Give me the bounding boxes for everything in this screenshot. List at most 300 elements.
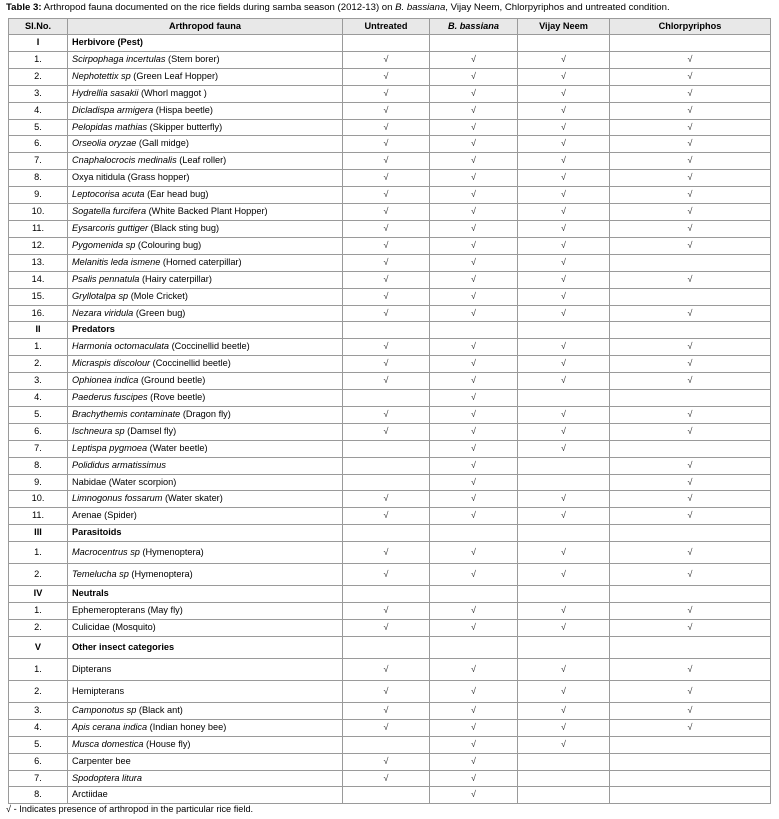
table-row [9,356,771,373]
common-name: Arenae (Spider) [72,510,137,521]
presence-cell: √ [610,620,771,637]
empty-cell [518,525,610,542]
common-name: (Black ant) [136,704,183,715]
sl-no-cell: 2. [9,620,68,637]
sl-no-cell: 2. [9,68,68,85]
presence-cell: √ [610,170,771,187]
fauna-cell [68,787,343,804]
presence-cell: √ [343,136,430,153]
fauna-cell [68,406,343,423]
presence-cell: √ [610,187,771,204]
sl-no-cell: 14. [9,271,68,288]
presence-cell [343,787,430,804]
common-name: (Skipper butterfly) [147,121,223,132]
table-row [9,423,771,440]
presence-cell: √ [430,603,518,620]
presence-cell: √ [430,457,518,474]
table-row [9,736,771,753]
presence-cell: √ [610,220,771,237]
arthropod-table [8,18,771,804]
section-title: Parasitoids [68,525,343,542]
table-row [9,603,771,620]
common-name: (Black sting bug) [148,222,220,233]
scientific-name: Micraspis discolour [72,358,151,369]
table-row [9,719,771,736]
presence-cell: √ [518,153,610,170]
presence-cell: √ [518,305,610,322]
scientific-name: Pelopidas mathias [72,121,148,132]
sl-no-cell: II [9,322,68,339]
scientific-name: Orseolia oryzae [72,138,137,149]
presence-cell: √ [343,237,430,254]
common-name: (Leaf roller) [176,155,227,166]
table-row [9,620,771,637]
presence-cell: √ [430,542,518,564]
common-name: (Dragon fly) [180,408,231,419]
presence-cell: √ [430,373,518,390]
presence-cell: √ [518,102,610,119]
presence-cell [343,474,430,491]
presence-cell: √ [610,153,771,170]
presence-cell: √ [610,423,771,440]
presence-cell: √ [343,85,430,102]
table-row [9,204,771,221]
presence-cell: √ [610,474,771,491]
presence-cell: √ [610,457,771,474]
table-row [9,564,771,586]
sl-no-cell: 15. [9,288,68,305]
section-row [9,35,771,52]
common-name: Ephemeropterans (May fly) [72,605,183,616]
presence-cell: √ [343,271,430,288]
presence-cell [518,390,610,407]
fauna-cell [68,271,343,288]
presence-cell: √ [610,406,771,423]
common-name: (Horned caterpillar) [160,256,242,267]
presence-cell: √ [430,440,518,457]
table-row [9,254,771,271]
sl-no-cell: IV [9,586,68,603]
empty-cell [610,35,771,52]
table-row [9,373,771,390]
presence-cell: √ [343,702,430,719]
presence-cell: √ [430,339,518,356]
fauna-cell [68,508,343,525]
scientific-name: Macrocentrus sp [72,547,140,558]
common-name: (Indian honey bee) [147,721,227,732]
presence-cell: √ [518,406,610,423]
common-name: Culicidae (Mosquito) [72,622,156,632]
presence-cell: √ [518,85,610,102]
presence-cell: √ [518,564,610,586]
presence-cell: √ [518,187,610,204]
table-header-row [9,19,771,35]
empty-cell [518,636,610,658]
presence-cell: √ [343,68,430,85]
common-name: Nabidae (Water scorpion) [72,476,177,487]
presence-cell: √ [610,136,771,153]
fauna-cell [68,542,343,564]
presence-cell: √ [518,119,610,136]
sl-no-cell: 1. [9,603,68,620]
presence-cell: √ [518,440,610,457]
fauna-cell [68,770,343,787]
empty-cell [430,586,518,603]
scientific-name: Spodoptera litura [72,772,142,783]
presence-cell: √ [518,658,610,680]
presence-cell: √ [430,237,518,254]
fauna-cell [68,170,343,187]
presence-cell: √ [610,508,771,525]
presence-cell: √ [518,237,610,254]
header-sl-no: Sl.No. [9,19,68,35]
empty-cell [610,636,771,658]
sl-no-cell: 2. [9,564,68,586]
scientific-name: Melanitis leda ismene [72,256,161,267]
table-row [9,136,771,153]
table-row [9,440,771,457]
presence-cell: √ [518,542,610,564]
presence-cell [518,457,610,474]
sl-no-cell: 2. [9,680,68,702]
common-name: (White Backed Plant Hopper) [146,206,268,217]
presence-cell: √ [518,603,610,620]
presence-cell: √ [610,51,771,68]
presence-cell: √ [610,603,771,620]
sl-no-cell: 11. [9,508,68,525]
empty-cell [610,525,771,542]
presence-cell: √ [343,288,430,305]
table-body [9,35,771,804]
presence-cell [610,390,771,407]
presence-cell: √ [610,204,771,221]
presence-cell: √ [430,390,518,407]
common-name: (Hairy caterpillar) [139,273,212,284]
fauna-cell [68,187,343,204]
table-row [9,474,771,491]
scientific-name: Ischneura sp [72,425,125,436]
presence-cell [610,787,771,804]
sl-no-cell: 1. [9,339,68,356]
table-row [9,680,771,702]
header-vijay-neem: Vijay Neem [518,19,610,35]
presence-cell: √ [430,119,518,136]
scientific-name: Brachythemis contaminate [72,408,181,419]
presence-cell [518,770,610,787]
presence-cell: √ [518,491,610,508]
scientific-name: Apis cerana indica [72,721,148,732]
sl-no-cell: 3. [9,373,68,390]
presence-cell: √ [430,620,518,637]
fauna-cell [68,68,343,85]
presence-cell: √ [518,204,610,221]
scientific-name: Nezara viridula [72,307,134,318]
presence-cell: √ [343,339,430,356]
presence-cell: √ [610,85,771,102]
header-b-bassiana: B. bassiana [430,19,518,35]
common-name: Oxya nitidula (Grass hopper) [72,172,190,183]
common-name: (Hymenoptera) [139,547,204,558]
caption-prefix: Table 3: [6,2,42,13]
presence-cell [610,753,771,770]
presence-cell: √ [430,288,518,305]
common-name: (Stem borer) [165,53,220,64]
presence-cell: √ [343,102,430,119]
empty-cell [610,322,771,339]
sl-no-cell: 7. [9,440,68,457]
scientific-name: Gryllotalpa sp [72,290,129,301]
presence-cell: √ [610,237,771,254]
sl-no-cell: 10. [9,204,68,221]
presence-cell [343,457,430,474]
table-row [9,508,771,525]
presence-cell: √ [343,423,430,440]
fauna-cell [68,736,343,753]
sl-no-cell: 1. [9,542,68,564]
fauna-cell [68,702,343,719]
presence-cell: √ [610,271,771,288]
section-title: Herbivore (Pest) [68,35,343,52]
table-row [9,770,771,787]
sl-no-cell: 4. [9,719,68,736]
presence-cell [610,736,771,753]
caption-italic: B. bassiana [395,2,446,13]
presence-cell: √ [343,204,430,221]
sl-no-cell: 1. [9,51,68,68]
sl-no-cell: 10. [9,491,68,508]
scientific-name: Scirpophaga incertulas [72,53,166,64]
presence-cell: √ [343,658,430,680]
fauna-cell [68,220,343,237]
presence-cell: √ [430,305,518,322]
empty-cell [343,586,430,603]
header-chlorpyriphos: Chlorpyriphos [610,19,771,35]
scientific-name: Leptispa pygmoea [72,442,148,453]
presence-cell: √ [518,220,610,237]
fauna-cell [68,680,343,702]
presence-cell: √ [343,491,430,508]
table-row [9,237,771,254]
fauna-cell [68,658,343,680]
presence-cell: √ [430,564,518,586]
presence-cell: √ [610,702,771,719]
sl-no-cell: 5. [9,406,68,423]
presence-cell: √ [518,51,610,68]
common-name: Arctiidae [72,789,108,800]
presence-cell: √ [430,423,518,440]
presence-cell: √ [430,187,518,204]
presence-cell [518,787,610,804]
scientific-name: Cnaphalocrocis medinalis [72,155,177,166]
common-name: Carpenter bee [72,755,131,766]
common-name: (Coccinellid beetle) [150,358,231,369]
presence-cell: √ [430,680,518,702]
empty-cell [343,322,430,339]
scientific-name: Limnogonus fossarum [72,493,163,504]
table-row [9,491,771,508]
sl-no-cell: 8. [9,170,68,187]
presence-cell: √ [343,620,430,637]
sl-no-cell: 13. [9,254,68,271]
fauna-cell [68,474,343,491]
presence-cell: √ [430,702,518,719]
presence-cell: √ [610,305,771,322]
fauna-cell [68,254,343,271]
header-untreated: Untreated [343,19,430,35]
common-name: (Ground beetle) [138,375,206,386]
presence-cell: √ [430,102,518,119]
sl-no-cell: 9. [9,474,68,491]
common-name: (Hymenoptera) [128,569,193,580]
fauna-cell [68,457,343,474]
table-caption [6,2,670,13]
presence-cell: √ [430,254,518,271]
sl-no-cell: 4. [9,102,68,119]
sl-no-cell: 8. [9,787,68,804]
presence-cell: √ [610,102,771,119]
common-name: (Water beetle) [147,442,208,453]
table-row [9,753,771,770]
presence-cell: √ [430,356,518,373]
table-row [9,542,771,564]
table-row [9,68,771,85]
fauna-cell [68,51,343,68]
common-name: (Rove beetle) [147,392,206,403]
table-row [9,153,771,170]
presence-cell: √ [518,719,610,736]
fauna-cell [68,136,343,153]
footnote: √ - Indicates presence of arthropod in the particular rice field. [6,804,254,814]
fauna-cell [68,85,343,102]
presence-cell: √ [518,68,610,85]
presence-cell: √ [430,770,518,787]
fauna-cell [68,390,343,407]
presence-cell: √ [518,736,610,753]
presence-cell: √ [343,719,430,736]
fauna-cell [68,440,343,457]
table-row [9,271,771,288]
presence-cell: √ [343,406,430,423]
table-row [9,390,771,407]
empty-cell [610,586,771,603]
presence-cell: √ [430,719,518,736]
sl-no-cell: 2. [9,356,68,373]
presence-cell: √ [610,356,771,373]
empty-cell [518,322,610,339]
table-row [9,119,771,136]
fauna-cell [68,620,343,637]
fauna-cell [68,753,343,770]
presence-cell: √ [343,373,430,390]
sl-no-cell: 6. [9,753,68,770]
fauna-cell [68,356,343,373]
fauna-cell [68,102,343,119]
common-name: (Colouring bug) [135,239,202,250]
presence-cell: √ [430,271,518,288]
sl-no-cell: III [9,525,68,542]
presence-cell: √ [610,658,771,680]
presence-cell: √ [430,508,518,525]
table-row [9,305,771,322]
sl-no-cell: 9. [9,187,68,204]
scientific-name: Ophionea indica [72,375,139,386]
presence-cell [518,753,610,770]
table-row [9,406,771,423]
presence-cell: √ [518,271,610,288]
sl-no-cell: 11. [9,220,68,237]
presence-cell: √ [430,136,518,153]
sl-no-cell: 16. [9,305,68,322]
scientific-name: Musca domestica [72,738,144,749]
section-title: Neutrals [68,586,343,603]
presence-cell: √ [610,339,771,356]
presence-cell [343,390,430,407]
common-name: (Water skater) [162,493,223,504]
presence-cell: √ [430,491,518,508]
table-row [9,85,771,102]
section-title: Other insect categories [68,636,343,658]
common-name: Hemipterans [72,685,125,696]
presence-cell: √ [518,680,610,702]
table-row [9,102,771,119]
sl-no-cell: 8. [9,457,68,474]
empty-cell [430,636,518,658]
table-row [9,339,771,356]
presence-cell [343,736,430,753]
presence-cell: √ [610,542,771,564]
presence-cell: √ [518,254,610,271]
empty-cell [518,35,610,52]
scientific-name: Sogatella furcifera [72,206,147,217]
fauna-cell [68,423,343,440]
presence-cell: √ [430,68,518,85]
presence-cell: √ [343,153,430,170]
presence-cell [610,288,771,305]
presence-cell: √ [610,719,771,736]
table-row [9,51,771,68]
sl-no-cell: 7. [9,153,68,170]
section-title: Predators [68,322,343,339]
presence-cell [343,440,430,457]
sl-no-cell: 3. [9,85,68,102]
sl-no-cell: 5. [9,736,68,753]
presence-cell: √ [430,658,518,680]
presence-cell: √ [343,542,430,564]
presence-cell: √ [343,508,430,525]
sl-no-cell: 6. [9,423,68,440]
presence-cell: √ [610,564,771,586]
fauna-cell [68,564,343,586]
presence-cell [610,770,771,787]
scientific-name: Pygomenida sp [72,239,136,250]
empty-cell [343,636,430,658]
table-row [9,288,771,305]
presence-cell: √ [343,51,430,68]
empty-cell [430,322,518,339]
sl-no-cell: 5. [9,119,68,136]
presence-cell: √ [430,406,518,423]
presence-cell: √ [430,220,518,237]
table-row [9,787,771,804]
scientific-name: Hydrellia sasakii [72,87,139,98]
presence-cell: √ [343,170,430,187]
presence-cell: √ [343,770,430,787]
fauna-cell [68,153,343,170]
presence-cell: √ [518,339,610,356]
presence-cell: √ [518,288,610,305]
fauna-cell [68,288,343,305]
scientific-name: Leptocorisa acuta [72,189,145,200]
